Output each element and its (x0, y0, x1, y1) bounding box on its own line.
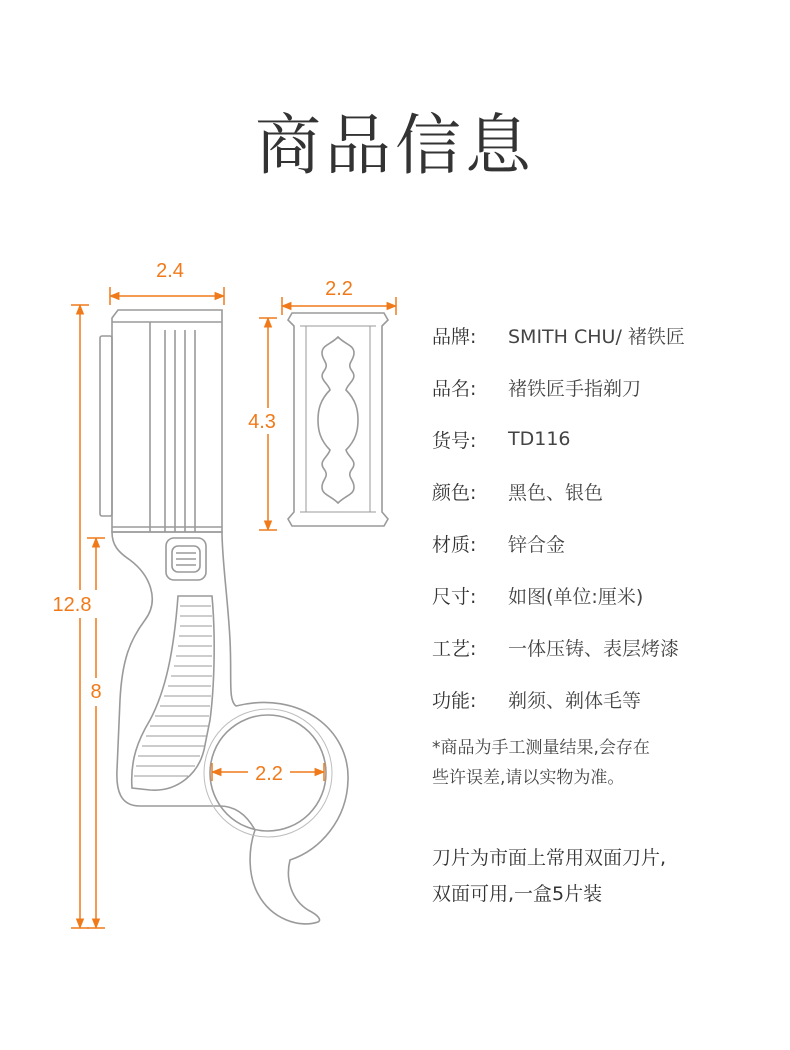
spec-value: 如图(单位:厘米) (508, 585, 644, 608)
spec-row-color (432, 465, 762, 517)
note-line: 些许误差,请以实物为准。 (432, 768, 625, 788)
spec-label: 功能: (432, 689, 477, 712)
spec-value: SMITH CHU/ 褚铁匠 (508, 325, 685, 348)
blade-height-label: 4.3 (248, 411, 276, 433)
blade-width-label: 2.2 (325, 278, 353, 300)
spec-list (432, 309, 762, 725)
ring-diameter-label: 2.2 (255, 763, 283, 785)
spec-value: 锌合金 (508, 533, 566, 556)
blade-note-line: 刀片为市面上常用双面刀片, (432, 847, 667, 869)
spec-value: 剃须、剃体毛等 (508, 689, 642, 712)
blade-description (432, 840, 762, 912)
spec-row-name (432, 361, 762, 413)
spec-label: 工艺: (432, 637, 477, 660)
spec-row-brand (432, 309, 762, 361)
measurement-note (432, 733, 752, 793)
spec-label: 品名: (432, 377, 477, 400)
note-line: *商品为手工测量结果,会存在 (432, 738, 650, 758)
spec-label: 品牌: (432, 325, 477, 348)
spec-row-function (432, 673, 762, 725)
grip-length-label: 8 (90, 681, 102, 703)
blade-illustration (288, 313, 388, 526)
spec-label: 尺寸: (432, 585, 477, 608)
dimension-lines (71, 287, 396, 928)
spec-row-size (432, 569, 762, 621)
spec-label: 材质: (432, 533, 477, 556)
spec-label: 货号: (432, 429, 477, 452)
spec-row-process (432, 621, 762, 673)
spec-label: 颜色: (432, 481, 477, 504)
total-length-label: 12.8 (52, 594, 92, 616)
spec-row-item-number (432, 413, 762, 465)
spec-value: TD116 (508, 428, 571, 450)
spec-row-material (432, 517, 762, 569)
spec-value: 一体压铸、表层烤漆 (508, 637, 680, 660)
razor-illustration (100, 310, 348, 924)
page-title: 商品信息 (255, 107, 535, 184)
spec-value: 褚铁匠手指剃刀 (508, 377, 642, 400)
blade-note-line: 双面可用,一盒5片装 (432, 883, 603, 905)
handle-width-label: 2.4 (156, 260, 184, 282)
spec-value: 黑色、银色 (508, 481, 604, 504)
